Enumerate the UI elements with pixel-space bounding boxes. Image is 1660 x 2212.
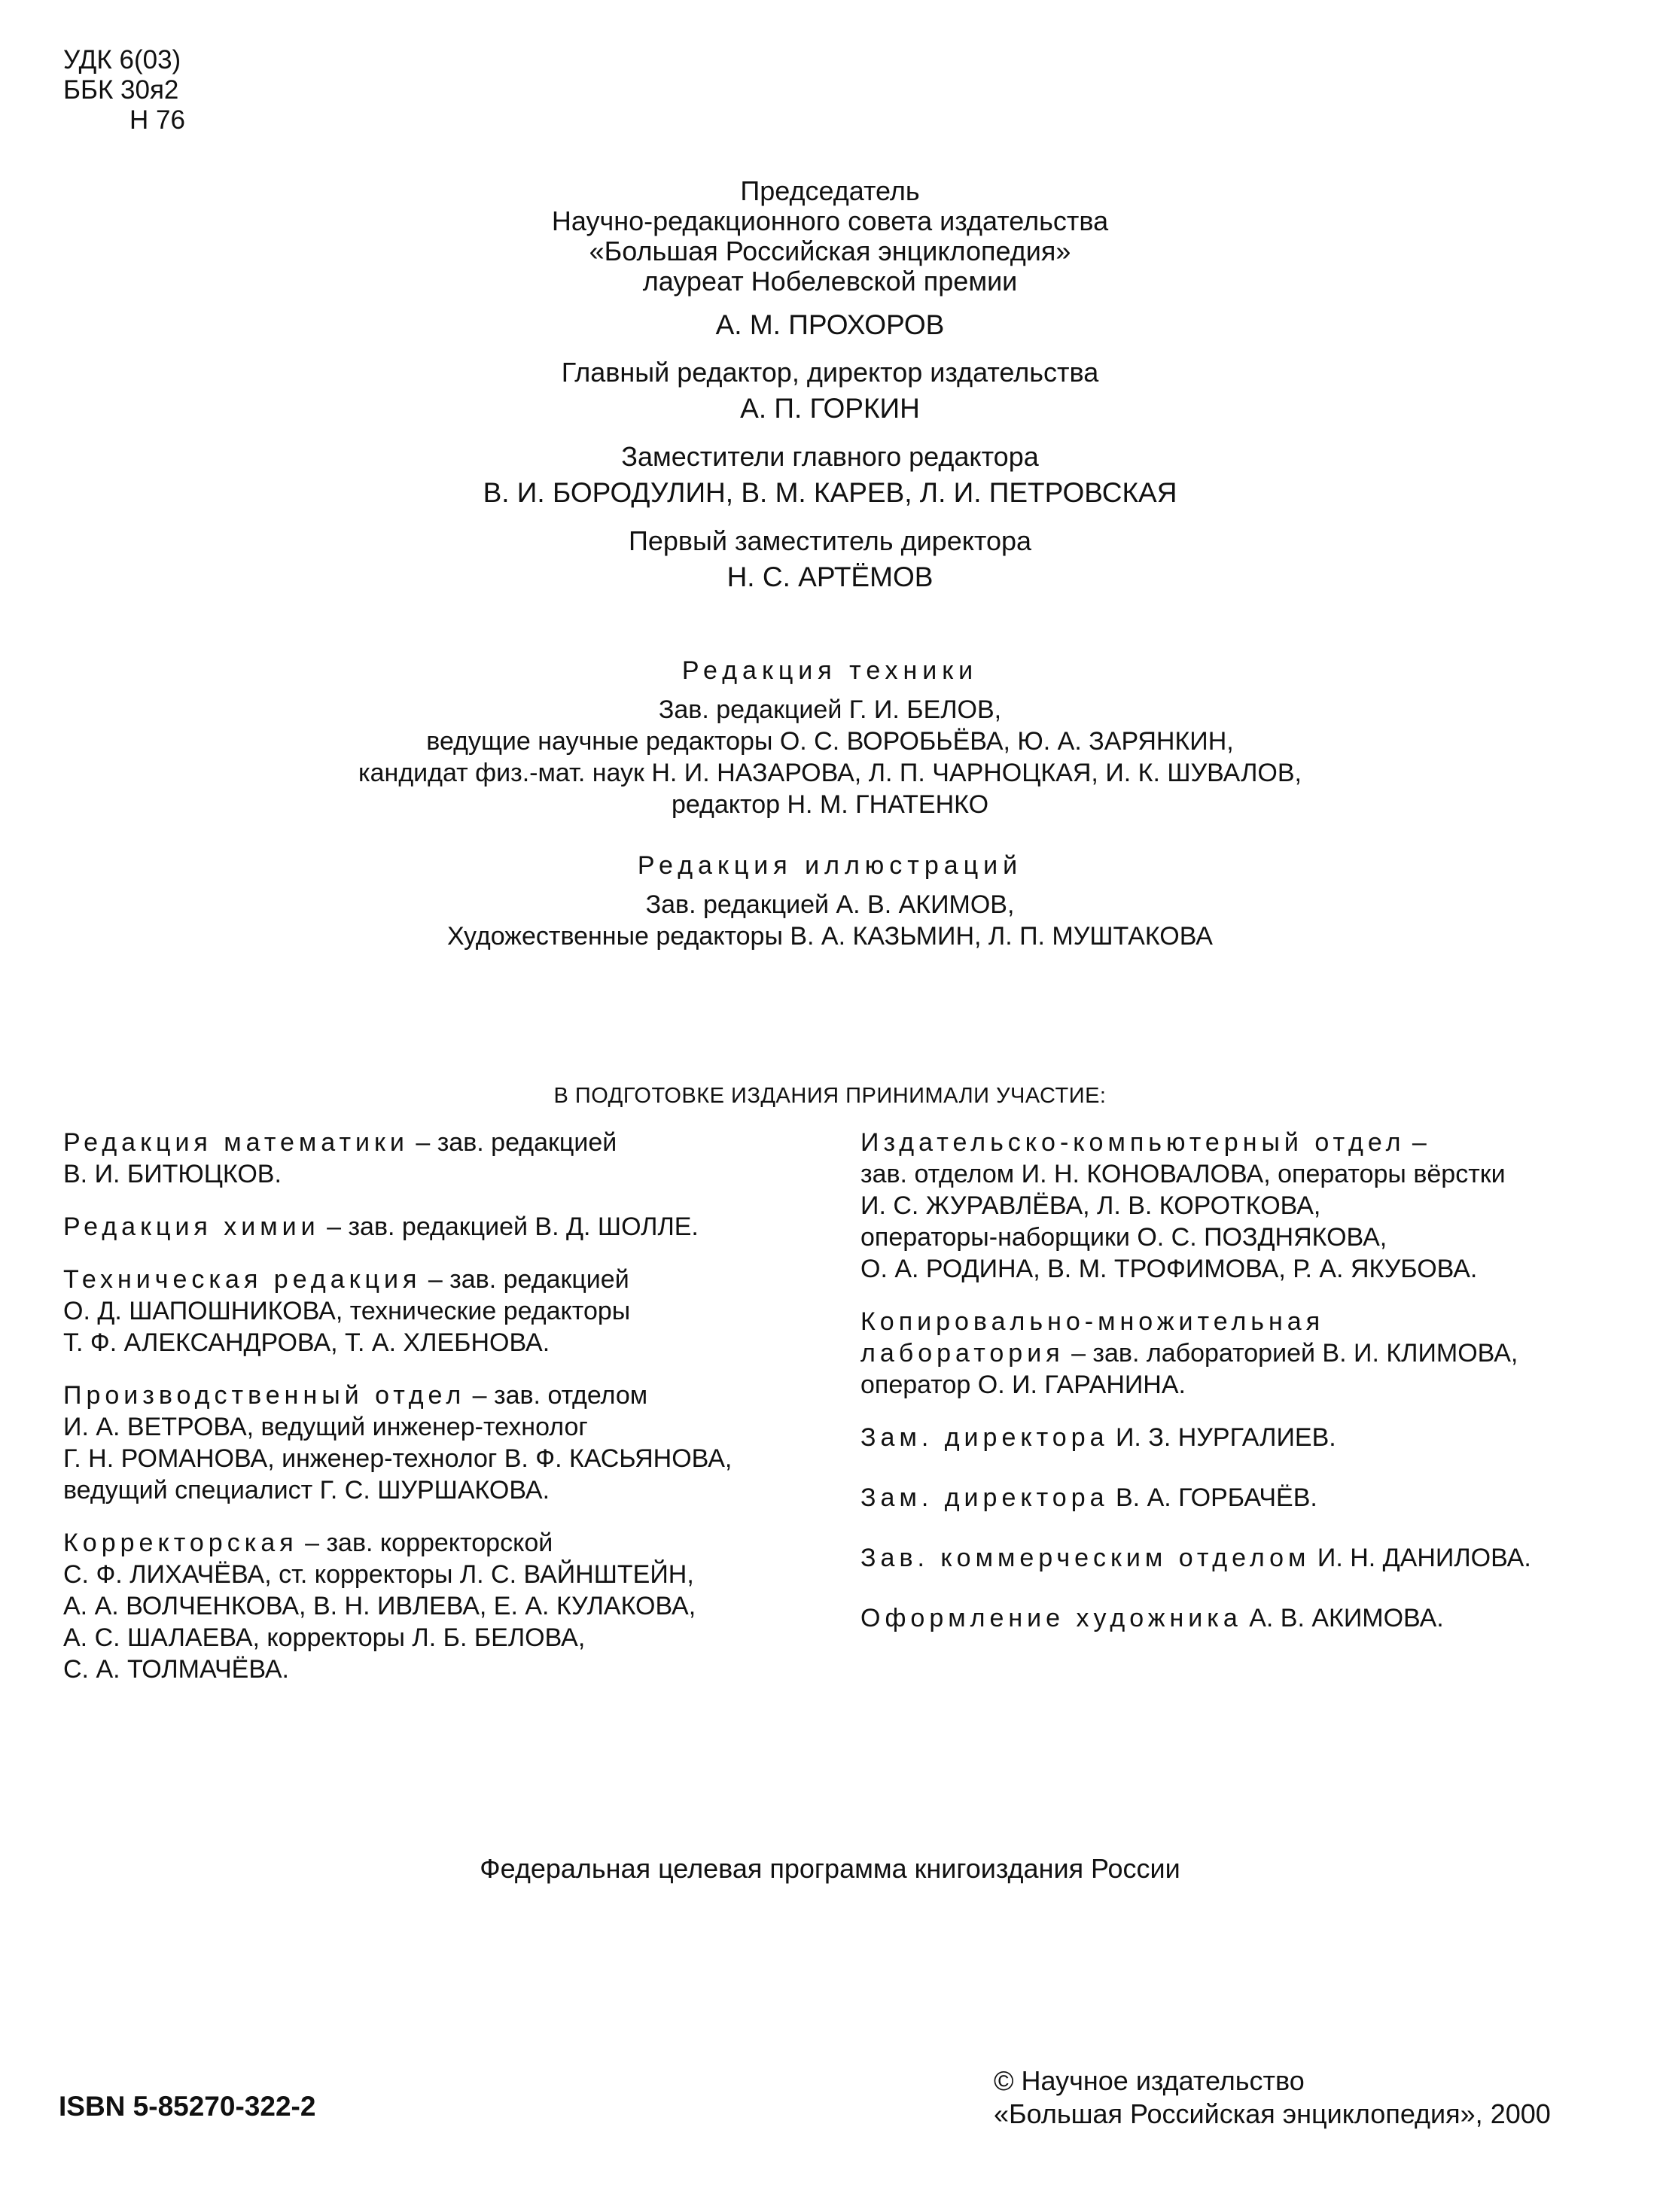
chairman-title: Председатель — [740, 175, 920, 206]
deputy1-name: И. З. НУРГАЛИЕВ. — [1108, 1423, 1336, 1452]
math-dept-name: Редакция математики — [63, 1128, 409, 1157]
classification-codes — [63, 45, 185, 135]
comp-dept-dash: – — [1405, 1128, 1427, 1157]
chairman-line4: лауреат Нобелевской премии — [642, 266, 1018, 297]
techred-dept-line3: Т. Ф. АЛЕКСАНДРОВА, Т. А. ХЛЕБНОВА. — [63, 1328, 550, 1357]
chief-editor-title: Главный редактор, директор издательства — [561, 357, 1099, 388]
copy-lab-role: – зав. лабораторией В. И. КЛИМОВА, — [1064, 1339, 1518, 1368]
deputy2-title: Зам. директора — [860, 1483, 1109, 1512]
isbn: ISBN 5-85270-322-2 — [59, 2091, 316, 2122]
design-title: Оформление художника — [860, 1604, 1242, 1632]
chem-dept-name: Редакция химии — [63, 1212, 320, 1241]
commerce-name: И. Н. ДАНИЛОВА. — [1310, 1544, 1531, 1572]
deputy2-name: В. А. ГОРБАЧЁВ. — [1108, 1483, 1317, 1512]
techred-dept-line2: О. Д. ШАПОШНИКОВА, технические редакторы — [63, 1297, 631, 1325]
tech-editorial-line2: ведущие научные редакторы О. С. ВОРОБЬЁВА, Ю. А. ЗАРЯНКИН, — [426, 727, 1234, 756]
chairman-line3: «Большая Российская энциклопедия» — [589, 236, 1071, 266]
prod-dept-role: – зав. отделом — [465, 1381, 648, 1410]
prod-dept-line2: И. А. ВЕТРОВА, ведущий инженер-технолог — [63, 1413, 588, 1441]
chairman-line2: Научно-редакционного совета издательства — [551, 205, 1109, 236]
participants-left-column — [63, 1127, 732, 1706]
tech-editorial-heading: Редакция техники — [681, 656, 979, 685]
techred-dept-name: Техническая редакция — [63, 1265, 422, 1294]
copy-lab-operator: оператор О. И. ГАРАНИНА. — [860, 1371, 1186, 1399]
first-deputy-name: Н. С. АРТЁМОВ — [726, 561, 934, 592]
tech-editorial-line1: Зав. редакцией Г. И. БЕЛОВ, — [658, 695, 1002, 724]
techred-dept-role: – зав. редакцией — [421, 1265, 629, 1294]
comp-dept-line4: О. А. РОДИНА, В. М. ТРОФИМОВА, Р. А. ЯКУБОВА. — [860, 1255, 1478, 1283]
prod-dept-name: Производственный отдел — [63, 1381, 466, 1410]
proof-dept-line5: С. А. ТОЛМАЧЁВА. — [63, 1655, 290, 1684]
prod-dept-line4: ведущий специалист Г. С. ШУРШАКОВА. — [63, 1476, 550, 1505]
techred-dept-entry — [63, 1264, 732, 1359]
chief-editor-name: А. П. ГОРКИН — [740, 393, 920, 424]
proof-dept-entry — [63, 1527, 732, 1685]
author-mark: Н 76 — [129, 105, 185, 135]
copy-lab-entry — [860, 1306, 1531, 1401]
copy-lab-name-1: Копировально-множительная — [860, 1307, 1325, 1336]
deputy1-entry — [860, 1422, 1531, 1453]
copy-lab-name-2: лаборатория — [860, 1339, 1065, 1368]
commerce-entry — [860, 1542, 1531, 1574]
proof-dept-role: – зав. корректорской — [297, 1529, 553, 1557]
udk-code: УДК 6(03) — [63, 45, 181, 75]
proof-dept-line3: А. А. ВОЛЧЕНКОВА, В. Н. ИВЛЕВА, Е. А. КУЛАКОВА, — [63, 1592, 696, 1620]
tech-editorial-line4: редактор Н. М. ГНАТЕНКО — [671, 790, 989, 819]
deputies-title: Заместители главного редактора — [621, 441, 1039, 472]
proof-dept-line4: А. С. ШАЛАЕВА, корректоры Л. Б. БЕЛОВА, — [63, 1623, 586, 1652]
math-dept-role: – зав. редакцией — [408, 1128, 617, 1157]
copyright — [994, 2064, 1551, 2131]
illustrations-line2: Художественные редакторы В. А. КАЗЬМИН, Л. П. МУШТАКОВА — [447, 922, 1213, 951]
comp-dept-line2: И. С. ЖУРАВЛЁВА, Л. В. КОРОТКОВА, — [860, 1191, 1321, 1220]
proof-dept-line2: С. Ф. ЛИХАЧЁВА, ст. корректоры Л. С. ВАЙНШТЕЙН, — [63, 1560, 694, 1589]
copyright-line2: «Большая Российская энциклопедия», 2000 — [994, 2098, 1551, 2129]
deputy2-entry — [860, 1482, 1531, 1514]
chairman-name: А. М. ПРОХОРОВ — [715, 309, 945, 340]
commerce-title: Зав. коммерческим отделом — [860, 1544, 1311, 1572]
deputies-names: В. И. БОРОДУЛИН, В. М. КАРЕВ, Л. И. ПЕТРОВСКАЯ — [483, 477, 1177, 508]
participants-right-column — [860, 1127, 1531, 1655]
illustrations-line1: Зав. редакцией А. В. АКИМОВ, — [645, 890, 1015, 919]
federal-program: Федеральная целевая программа книгоиздания России — [480, 1853, 1180, 1884]
comp-dept-entry — [860, 1127, 1531, 1285]
bbk-code: ББК 30я2 — [63, 75, 179, 105]
math-dept-person: В. И. БИТЮЦКОВ. — [63, 1160, 282, 1188]
design-name: А. В. АКИМОВА. — [1241, 1604, 1444, 1632]
math-dept-entry — [63, 1127, 732, 1190]
comp-dept-line3: операторы-наборщики О. С. ПОЗДНЯКОВА, — [860, 1223, 1387, 1252]
illustrations-heading: Редакция иллюстраций — [637, 851, 1023, 880]
copyright-line1: © Научное издательство — [994, 2065, 1305, 2096]
tech-editorial-line3: кандидат физ.-мат. наук Н. И. НАЗАРОВА, Л. П. ЧАРНОЦКАЯ, И. К. ШУВАЛОВ, — [358, 759, 1302, 787]
deputy1-title: Зам. директора — [860, 1423, 1109, 1452]
first-deputy-title: Первый заместитель директора — [628, 525, 1032, 556]
prod-dept-line3: Г. Н. РОМАНОВА, инженер-технолог В. Ф. КАСЬЯНОВА, — [63, 1444, 733, 1473]
comp-dept-line1: зав. отделом И. Н. КОНОВАЛОВА, операторы вёрстки — [860, 1160, 1506, 1188]
proof-dept-name: Корректорская — [63, 1529, 298, 1557]
comp-dept-name: Издательско-компьютерный отдел — [860, 1128, 1406, 1157]
prod-dept-entry — [63, 1380, 732, 1506]
participants-heading: В ПОДГОТОВКЕ ИЗДАНИЯ ПРИНИМАЛИ УЧАСТИЕ: — [553, 1084, 1107, 1108]
chem-dept-entry — [63, 1211, 732, 1243]
chem-dept-role: – зав. редакцией В. Д. ШОЛЛЕ. — [319, 1212, 699, 1241]
design-entry — [860, 1602, 1531, 1634]
